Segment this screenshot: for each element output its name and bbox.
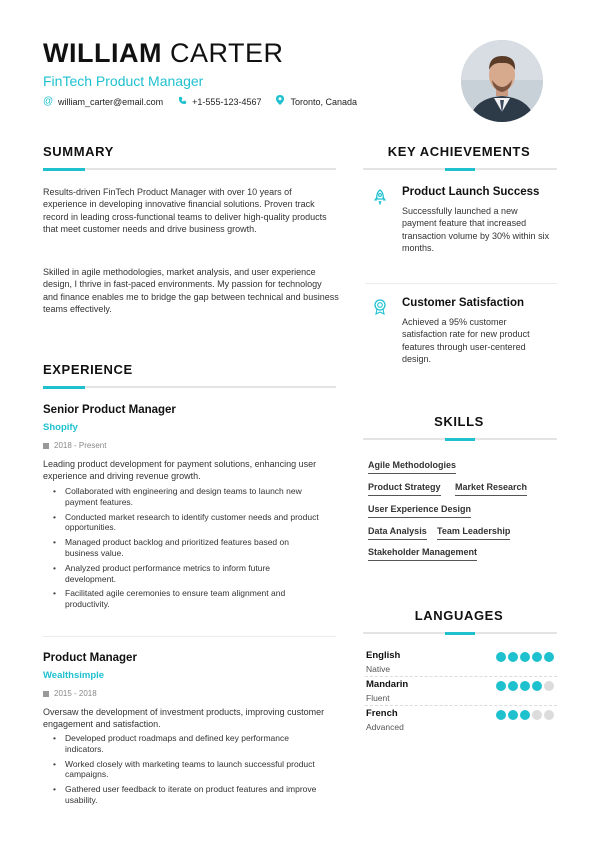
rating-dot — [496, 681, 506, 691]
summary-divider — [43, 168, 336, 170]
job-2-date-text: 2015 - 2018 — [54, 689, 97, 698]
skill-tag: Stakeholder Management — [368, 547, 477, 561]
language-level: Fluent — [366, 693, 390, 703]
language-rating — [496, 652, 554, 662]
skill-tag: User Experience Design — [368, 504, 471, 518]
experience-heading: EXPERIENCE — [43, 362, 133, 377]
location-text: Toronto, Canada — [290, 96, 358, 107]
rating-dot — [544, 652, 554, 662]
summary-heading: SUMMARY — [43, 144, 114, 159]
language-name: French — [366, 708, 398, 719]
list-item: • Developed product roadmaps and defined key performance indicators. — [43, 733, 323, 755]
skill-tag: Market Research — [455, 482, 527, 496]
summary-paragraph-1: Results-driven FinTech Product Manager with over 10 years of experience in developing innovative financial solutions. Proven track record in leading cross-functional teams to deliver high-quality products that meet customer needs and drive business growth. — [43, 187, 327, 235]
skill-tag: Team Leadership — [437, 526, 510, 540]
rating-dot — [544, 681, 554, 691]
profile-photo — [461, 40, 543, 122]
job-2-company[interactable]: Wealthsimple — [43, 670, 105, 681]
rocket-icon — [372, 189, 388, 205]
phone-text: +1-555-123-4567 — [192, 96, 262, 107]
list-item: • Managed product backlog and prioritized features based on business value. — [43, 537, 323, 559]
rating-dot — [520, 710, 530, 720]
achievements-heading: KEY ACHIEVEMENTS — [387, 144, 531, 159]
rating-dot — [508, 681, 518, 691]
location-pin-icon — [275, 95, 285, 108]
job-2-dates — [43, 689, 97, 698]
job-2-description: Oversaw the development of investment products, improving customer engagement and satisfaction. — [43, 707, 325, 730]
achievement-2-description: Achieved a 95% customer satisfaction rate for new product features through user-centered design. — [402, 317, 530, 365]
contact-info — [43, 95, 357, 108]
calendar-icon — [43, 443, 49, 449]
email-text: william_carter@email.com — [58, 96, 164, 107]
job-1-company[interactable]: Shopify — [43, 422, 78, 433]
skill-tag: Data Analysis — [368, 526, 427, 540]
medal-icon — [372, 299, 388, 315]
skills-heading: SKILLS — [434, 414, 484, 429]
phone-contact[interactable] — [177, 96, 261, 108]
rating-dot — [496, 652, 506, 662]
rating-dot — [508, 710, 518, 720]
achievement-2-title: Customer Satisfaction — [402, 297, 525, 309]
calendar-icon — [43, 691, 49, 697]
rating-dot — [520, 652, 530, 662]
rating-dot — [532, 681, 542, 691]
language-name: English — [366, 650, 401, 661]
job-1-title: Senior Product Manager — [43, 404, 176, 416]
rating-dot — [532, 710, 542, 720]
first-name: WILLIAM — [43, 38, 162, 68]
rating-dot — [508, 652, 518, 662]
languages-heading: LANGUAGES — [414, 608, 504, 623]
rating-dot — [496, 710, 506, 720]
phone-icon — [177, 96, 187, 108]
job-2-bullets — [43, 733, 323, 810]
achievement-1-description: Successfully launched a new payment feature that increased transaction volume by 30% within six months. — [402, 206, 550, 254]
list-item: • Conducted market research to identify customer needs and product opportunities. — [43, 512, 323, 534]
job-1-date-text: 2018 - Present — [54, 441, 107, 450]
list-item: • Collaborated with engineering and design teams to launch new payment features. — [43, 486, 323, 508]
skills-divider — [363, 438, 557, 440]
rating-dot — [544, 710, 554, 720]
achievements-divider — [363, 168, 557, 170]
at-icon: @ — [43, 96, 54, 107]
languages-divider — [363, 632, 557, 634]
last-name: CARTER — [169, 38, 284, 68]
list-item: • Worked closely with marketing teams to launch successful product campaigns. — [43, 759, 323, 781]
language-name: Mandarin — [366, 679, 409, 690]
language-level: Native — [366, 664, 391, 674]
list-item: • Analyzed product performance metrics to inform future development. — [43, 563, 323, 585]
rating-dot — [532, 652, 542, 662]
job-2-title: Product Manager — [43, 652, 137, 664]
achievement-1-title: Product Launch Success — [402, 186, 540, 198]
list-item: • Gathered user feedback to iterate on product features and improve usability. — [43, 784, 323, 806]
email-contact[interactable] — [43, 96, 163, 107]
location-contact — [275, 95, 357, 108]
job-1-bullets — [43, 486, 323, 614]
language-divider — [365, 705, 557, 706]
job-title-headline: FinTech Product Manager — [43, 73, 204, 89]
list-item: • Facilitated agile ceremonies to ensure team alignment and productivity. — [43, 588, 323, 610]
skill-tag: Agile Methodologies — [368, 460, 456, 474]
summary-paragraph-2: Skilled in agile methodologies, market analysis, and user experience design, I thrive in fast-paced environments. My passion for technology and finance enables me to bridge the gap between technical and business teams effectively. — [43, 267, 339, 315]
language-rating — [496, 681, 554, 691]
skill-tag: Product Strategy — [368, 482, 441, 496]
experience-divider — [43, 386, 336, 388]
language-divider — [365, 676, 557, 677]
job-1-dates — [43, 441, 106, 450]
language-level: Advanced — [366, 722, 404, 732]
job-1-description: Leading product development for payment solutions, enhancing user experience and driving revenue growth. — [43, 459, 317, 482]
rating-dot — [520, 681, 530, 691]
candidate-name — [43, 38, 284, 69]
language-rating — [496, 710, 554, 720]
job-divider — [43, 636, 336, 637]
achievement-divider — [365, 283, 557, 284]
